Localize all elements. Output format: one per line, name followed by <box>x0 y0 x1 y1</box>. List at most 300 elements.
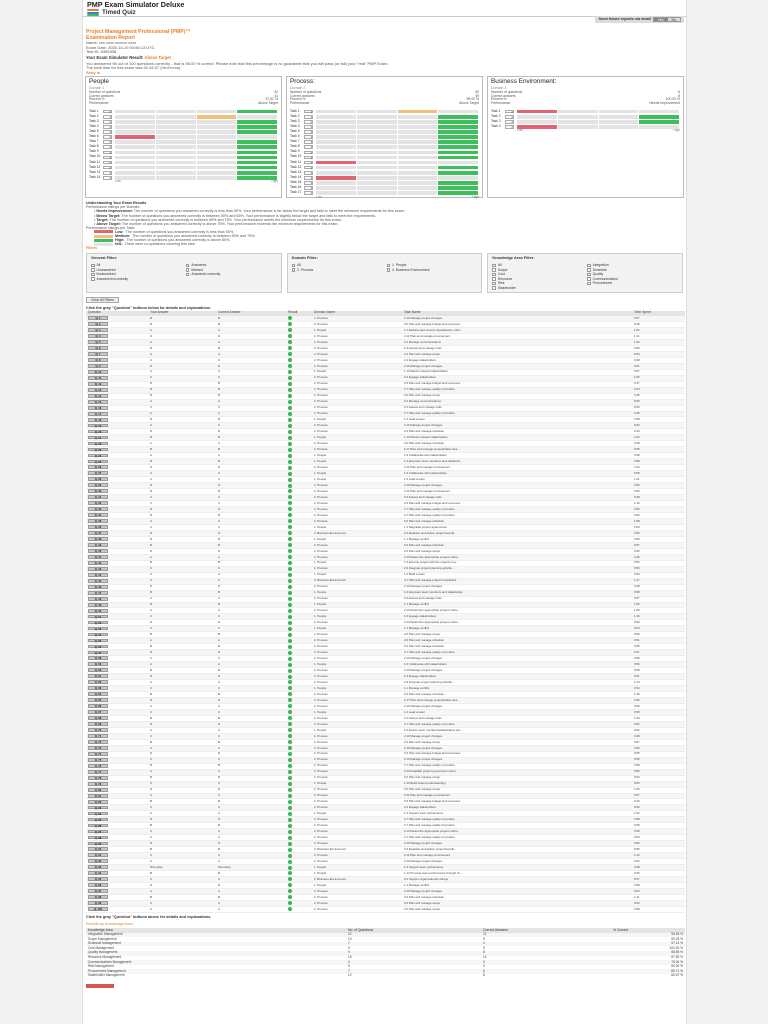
task-count-select[interactable]: 3 <box>103 166 112 170</box>
table-cell: 0:53 <box>632 900 685 906</box>
question-button[interactable]: Q. 46 <box>88 585 108 589</box>
table-cell: 2.10 Manage project changes <box>402 745 632 751</box>
checkbox-icon[interactable] <box>492 282 496 286</box>
table-cell: 2.13 Determine appropriate project metho... <box>402 829 632 835</box>
question-button[interactable]: Q. 57 <box>88 651 108 655</box>
table-cell: 2. Process <box>312 751 402 757</box>
question-button[interactable]: Q. 78 <box>88 776 108 780</box>
task-row <box>290 155 479 160</box>
app-title: PMP Exam Simulator Deluxe <box>87 0 185 9</box>
table-cell: D <box>148 530 216 536</box>
candidate-name: Name: xxx xxxx xxxxxx xxxx <box>86 40 137 46</box>
bar-segment <box>115 166 156 170</box>
table-cell: 1:17 <box>632 578 685 584</box>
bar-segment <box>438 156 479 160</box>
question-button[interactable]: Q. 44 <box>88 573 108 577</box>
question-button[interactable]: Q. 87 <box>88 830 108 834</box>
checkbox-icon[interactable] <box>587 273 591 277</box>
question-button[interactable]: Q. 61 <box>88 674 108 678</box>
task-count-select[interactable]: 3 <box>304 140 313 144</box>
question-button[interactable]: Q. 9 <box>88 364 108 368</box>
question-button[interactable]: Q. 59 <box>88 662 108 666</box>
question-button[interactable]: Q. 48 <box>88 597 108 601</box>
table-cell: C <box>216 501 286 507</box>
question-button[interactable]: Q. 20 <box>88 430 108 434</box>
checkbox-icon[interactable] <box>186 273 190 277</box>
question-button[interactable]: Q. 72 <box>88 740 108 744</box>
question-button[interactable]: Q. 33 <box>88 507 108 511</box>
question-button[interactable]: Q. 71 <box>88 734 108 738</box>
task-count-select[interactable]: 2 <box>505 125 514 129</box>
checkbox-icon[interactable] <box>587 264 591 268</box>
table-cell: 87.50 % <box>671 954 683 959</box>
task-count-select[interactable]: 3 <box>304 186 313 190</box>
table-cell: A <box>216 339 286 345</box>
table-cell: 2.7 Plan and manage quality of product... <box>402 763 632 769</box>
question-button[interactable]: Q. 98 <box>88 895 108 899</box>
task-count-select[interactable]: 3 <box>304 125 313 129</box>
task-label: Task 14 <box>89 174 101 179</box>
question-button[interactable]: Q. 65 <box>88 698 108 702</box>
question-button[interactable]: Q. 90 <box>88 847 108 851</box>
question-button[interactable]: Q. 82 <box>88 800 108 804</box>
question-button[interactable]: Q. 93 <box>88 865 108 869</box>
question-button[interactable]: Q. 88 <box>88 836 108 840</box>
table-cell: C <box>148 805 216 811</box>
question-button[interactable]: Q. 28 <box>88 477 108 481</box>
task-row <box>290 114 479 119</box>
table-cell: B <box>148 692 216 698</box>
question-button[interactable]: Q. 94 <box>88 871 108 875</box>
table-cell: 1. People <box>312 686 402 692</box>
question-button[interactable]: Q. 68 <box>88 716 108 720</box>
task-count-select[interactable]: 4 <box>304 115 313 119</box>
question-button[interactable]: Q. 73 <box>88 746 108 750</box>
question-button[interactable]: Q. 47 <box>88 591 108 595</box>
question-button[interactable]: Q. 77 <box>88 770 108 774</box>
table-cell: Risk Management <box>88 964 114 969</box>
question-button[interactable]: Q. 99 <box>88 901 108 905</box>
question-button[interactable]: Q. 5 <box>88 340 108 344</box>
task-count-select[interactable]: 3 <box>103 135 112 139</box>
table-cell: 2.11 Plan and manage procurement <box>402 489 632 495</box>
task-count-select[interactable]: 3 <box>304 110 313 114</box>
table-cell: C <box>148 656 216 662</box>
question-button[interactable]: Q. 49 <box>88 603 108 607</box>
question-button[interactable]: Q. 45 <box>88 579 108 583</box>
table-cell: B <box>216 447 286 453</box>
bar-segment <box>438 135 479 139</box>
task-performance-bar <box>316 171 479 175</box>
question-button[interactable]: Q. 2 <box>88 322 108 326</box>
task-count-select[interactable]: 3 <box>103 110 112 114</box>
checkbox-icon[interactable]: ✓ <box>292 263 296 268</box>
task-performance-bar <box>316 140 479 144</box>
table-cell: 1:02 <box>632 811 685 817</box>
question-button[interactable]: Q. 51 <box>88 615 108 619</box>
question-button[interactable]: Q. 27 <box>88 471 108 475</box>
task-count-select[interactable]: 4 <box>103 115 112 119</box>
understanding-intro: Performance ratings per Domain: <box>86 205 141 210</box>
table-cell: D <box>148 465 216 471</box>
task-count-select[interactable]: 3 <box>103 145 112 149</box>
table-cell: 1. People <box>312 626 402 632</box>
checkbox-icon[interactable] <box>91 273 95 277</box>
table-cell: C <box>148 375 216 381</box>
task-count-select[interactable]: 3 <box>103 156 112 160</box>
question-button[interactable]: Q. 6 <box>88 346 108 350</box>
table-cell: A <box>148 572 216 578</box>
table-cell: 4 <box>483 964 485 969</box>
task-count-select[interactable]: 3 <box>304 166 313 170</box>
question-button[interactable]: Q. 4 <box>88 334 108 338</box>
table-cell: D <box>216 333 286 339</box>
question-button[interactable]: Q. 50 <box>88 609 108 613</box>
filter-checkbox[interactable] <box>292 268 383 273</box>
filter-label: 2. Process <box>297 267 314 272</box>
question-button[interactable]: Q. 52 <box>88 621 108 625</box>
bar-segment <box>438 151 479 155</box>
task-count-select[interactable]: 3 <box>304 171 313 175</box>
table-cell: A <box>148 369 216 375</box>
table-cell: 2. Process <box>312 447 402 453</box>
bar-segment <box>316 130 357 134</box>
table-cell: B <box>148 894 216 900</box>
correct-icon <box>288 322 292 326</box>
question-button[interactable]: Q. 56 <box>88 645 108 649</box>
table-cell: D <box>216 548 286 554</box>
question-button[interactable]: Q. 7 <box>88 352 108 356</box>
question-button[interactable]: Q. 84 <box>88 812 108 816</box>
filter-checkbox[interactable] <box>91 277 182 282</box>
task-count-select[interactable]: 3 <box>103 151 112 155</box>
question-button[interactable]: Q. 75 <box>88 758 108 762</box>
task-count-select[interactable]: 3 <box>304 156 313 160</box>
question-button[interactable]: Q. 34 <box>88 513 108 517</box>
correct-icon <box>288 591 292 595</box>
checkbox-icon[interactable] <box>186 264 190 268</box>
bar-segment <box>398 171 439 175</box>
question-button[interactable]: Q. 70 <box>88 728 108 732</box>
filter-checkbox[interactable] <box>387 268 478 273</box>
checkbox-icon[interactable] <box>492 268 496 272</box>
task-row <box>89 124 278 129</box>
table-cell: C <box>216 441 286 447</box>
question-button[interactable]: Q. 64 <box>88 692 108 696</box>
question-button[interactable]: Q. 23 <box>88 448 108 452</box>
domain-title: Process: <box>290 78 315 86</box>
question-button[interactable]: Q. 43 <box>88 567 108 571</box>
question-button[interactable]: Q. 38 <box>88 537 108 541</box>
task-count-select[interactable]: 3 <box>304 161 313 165</box>
table-cell: 2.11 Plan and manage procurement <box>402 853 632 859</box>
bar-segment <box>237 130 278 134</box>
question-button[interactable]: Q. 17 <box>88 412 108 416</box>
task-count-select[interactable]: 3 <box>103 120 112 124</box>
question-button[interactable]: Q. 79 <box>88 782 108 786</box>
checkbox-icon[interactable] <box>91 277 95 281</box>
checkbox-icon[interactable]: ✓ <box>493 263 496 268</box>
table-cell: 2.6 Plan and manage scope <box>402 739 632 745</box>
bar-segment <box>438 176 479 180</box>
checkbox-icon[interactable] <box>91 268 95 272</box>
table-cell: 2. Process <box>312 668 402 674</box>
question-button[interactable]: Q. 67 <box>88 710 108 714</box>
bar-segment <box>599 115 640 119</box>
task-row <box>290 124 479 129</box>
stat-label: Percent % <box>491 97 507 102</box>
task-count-select[interactable]: 2 <box>304 120 313 124</box>
question-button[interactable]: Q. 36 <box>88 525 108 529</box>
question-button[interactable]: Q. 60 <box>88 668 108 672</box>
table-cell: A <box>148 793 216 799</box>
correct-icon <box>288 675 292 679</box>
question-button[interactable]: Q. 29 <box>88 483 108 487</box>
question-button[interactable]: Q. 76 <box>88 764 108 768</box>
question-button[interactable]: Q. 10 <box>88 370 108 374</box>
email-report-toggle <box>595 16 684 23</box>
table-cell: 0:47 <box>632 381 685 387</box>
task-count-select[interactable]: 3 <box>304 151 313 155</box>
question-button[interactable]: Q. 35 <box>88 519 108 523</box>
task-count-select[interactable]: 3 <box>304 181 313 185</box>
task-row <box>89 165 278 170</box>
task-count-select[interactable]: 3 <box>304 130 313 134</box>
table-cell: 1. People <box>312 811 402 817</box>
task-count-select[interactable]: 3 <box>103 140 112 144</box>
correct-icon <box>288 877 292 881</box>
task-count-select[interactable]: 3 <box>304 176 313 180</box>
table-cell: C <box>216 626 286 632</box>
question-button[interactable]: Q. 80 <box>88 788 108 792</box>
bar-segment <box>156 130 197 134</box>
table-cell: C <box>148 829 216 835</box>
table-cell: 2.4 Engage stakeholders <box>402 375 632 381</box>
question-button[interactable]: Q. 97 <box>88 889 108 893</box>
task-count-select[interactable]: 2 <box>304 191 313 195</box>
question-button[interactable]: Q. 25 <box>88 460 108 464</box>
checkbox-icon[interactable] <box>492 277 496 281</box>
question-button[interactable]: Q. 89 <box>88 842 108 846</box>
task-performance-bar <box>115 110 278 114</box>
table-cell: 5 <box>348 964 350 969</box>
table-cell: 2.6 Plan and manage scope <box>402 351 632 357</box>
question-button[interactable]: Q. 31 <box>88 495 108 499</box>
question-button[interactable]: Q. 37 <box>88 531 108 535</box>
task-count-select[interactable]: 2 <box>505 110 514 114</box>
table-cell: 0:52 <box>632 721 685 727</box>
table-cell: 2. Process <box>312 889 402 895</box>
bar-segment <box>237 110 278 114</box>
table-cell: C <box>216 733 286 739</box>
correct-icon <box>288 454 292 458</box>
bar-segment <box>398 151 439 155</box>
question-button[interactable]: Q. 95 <box>88 877 108 881</box>
table-cell: D <box>148 841 216 847</box>
checkbox-icon[interactable] <box>292 268 296 272</box>
question-button[interactable]: Q. 42 <box>88 561 108 565</box>
question-button[interactable]: Q. 21 <box>88 436 108 440</box>
yes-no-switch[interactable] <box>653 17 681 22</box>
table-cell: 3.3 Evaluate and deliver project benefit... <box>402 530 632 536</box>
question-button[interactable]: Q. 13 <box>88 388 108 392</box>
bar-segment <box>357 125 398 129</box>
question-button[interactable]: Q. 86 <box>88 824 108 828</box>
table-cell: D <box>216 674 286 680</box>
question-button[interactable]: Q. 12 <box>88 382 108 386</box>
table-cell: 1. People <box>312 572 402 578</box>
table-cell: 2.7 Plan and manage quality of product... <box>402 721 632 727</box>
question-button[interactable]: Q. 15 <box>88 400 108 404</box>
question-button[interactable]: Q. 58 <box>88 656 108 660</box>
question-button[interactable]: Q. 54 <box>88 633 108 637</box>
question-button[interactable]: Q. 92 <box>88 859 108 863</box>
task-label: Task 13 <box>290 169 302 174</box>
rating-name: Below Target: <box>96 213 121 218</box>
task-label: Task 9 <box>290 149 300 154</box>
task-row <box>290 165 479 170</box>
correct-icon <box>288 466 292 470</box>
task-count-select[interactable]: 2 <box>505 120 514 124</box>
question-button[interactable]: Q. 55 <box>88 639 108 643</box>
correct-icon <box>288 836 292 840</box>
table-cell: B <box>216 321 286 327</box>
table-cell: 1. People <box>312 560 402 566</box>
task-count-select[interactable]: 2 <box>505 115 514 119</box>
table-cell: A <box>148 745 216 751</box>
clear-filters-button[interactable]: Clear All Filters <box>86 297 119 303</box>
table-cell: C <box>216 656 286 662</box>
question-button[interactable]: Q. 1 <box>88 316 108 320</box>
question-button[interactable]: Q. 85 <box>88 818 108 822</box>
checkbox-icon[interactable]: ✓ <box>92 263 95 268</box>
task-performance-bar <box>316 135 479 139</box>
question-button[interactable]: Q. 96 <box>88 883 108 887</box>
table-cell: 1.10 Build shared understanding <box>402 781 632 787</box>
task-count-select[interactable]: 2 <box>103 125 112 129</box>
table-cell: 0:59 <box>632 703 685 709</box>
question-button[interactable]: Q. 26 <box>88 465 108 469</box>
checkbox-icon[interactable] <box>587 277 591 281</box>
correct-icon <box>288 537 292 541</box>
question-button[interactable]: Q. 32 <box>88 501 108 505</box>
rating-item: • Needs Improvement: The number of questions you answered correctly is less than 50%. Your performance is far below the target and fails to meet the minimum requirements for this exam. <box>94 209 405 214</box>
correct-icon <box>288 752 292 756</box>
checkbox-icon[interactable] <box>587 282 591 286</box>
table-cell: 2. Process <box>312 698 402 704</box>
task-count-select[interactable]: 3 <box>103 130 112 134</box>
table-cell: D <box>216 721 286 727</box>
task-count-select[interactable]: 3 <box>304 145 313 149</box>
question-button[interactable]: Q. 39 <box>88 543 108 547</box>
no-option[interactable]: No <box>671 18 676 22</box>
table-cell: 0:52 <box>632 775 685 781</box>
checkbox-icon[interactable] <box>492 286 496 290</box>
retry-link[interactable]: Retry In <box>86 70 101 75</box>
table-cell: B <box>216 668 286 674</box>
bar-segment <box>517 125 558 129</box>
question-button[interactable]: Q. 100 <box>88 907 108 911</box>
table-cell: 2.5 Plan and manage budget and resources <box>402 321 632 327</box>
question-button[interactable]: Q. 41 <box>88 555 108 559</box>
bar-segment <box>237 156 278 160</box>
task-count-select[interactable]: 3 <box>103 161 112 165</box>
table-cell: 2.6 Plan and manage scope <box>402 906 632 912</box>
filters-link[interactable]: Filters <box>86 246 98 251</box>
question-button[interactable]: Q. 11 <box>88 376 108 380</box>
question-button[interactable]: Q. 19 <box>88 424 108 428</box>
question-button[interactable]: Q. 8 <box>88 358 108 362</box>
stat-label: Correct answers <box>290 93 315 98</box>
table-cell: 1. People <box>312 536 402 542</box>
task-legend <box>86 230 683 246</box>
task-count-select[interactable]: 3 <box>103 176 112 180</box>
question-button[interactable]: Q. 18 <box>88 418 108 422</box>
checkbox-icon[interactable] <box>387 268 391 272</box>
bar-segment <box>316 120 357 124</box>
question-button[interactable]: Q. 24 <box>88 454 108 458</box>
checkbox-icon[interactable] <box>186 268 190 272</box>
table-cell: 0:52 <box>632 423 685 429</box>
filter-checkbox[interactable] <box>492 286 583 291</box>
filter-checkbox[interactable] <box>587 281 678 286</box>
question-button[interactable]: Q. 91 <box>88 853 108 857</box>
question-button[interactable]: Q. 30 <box>88 489 108 493</box>
table-cell: C <box>148 405 216 411</box>
checkbox-icon[interactable] <box>587 268 591 272</box>
table-cell: B <box>148 763 216 769</box>
table-cell: A <box>216 906 286 912</box>
task-count-select[interactable]: 3 <box>304 135 313 139</box>
table-cell: 2. Process <box>312 650 402 656</box>
question-button[interactable]: Q. 81 <box>88 794 108 798</box>
yes-option[interactable]: Yes <box>654 18 668 21</box>
task-performance-bar <box>316 156 479 160</box>
question-button[interactable]: Q. 62 <box>88 680 108 684</box>
domain-title: Business Environment: <box>491 78 557 86</box>
table-cell: B <box>216 739 286 745</box>
table-cell: 3.4 Support organizational change <box>402 877 632 883</box>
filter-checkbox[interactable] <box>186 272 277 277</box>
correct-icon <box>288 573 292 577</box>
question-button[interactable]: Q. 69 <box>88 722 108 726</box>
table-cell: 2. Process <box>312 638 402 644</box>
question-button[interactable]: Q. 22 <box>88 442 108 446</box>
return-button[interactable] <box>86 984 114 988</box>
bar-segment <box>599 125 640 129</box>
table-cell: A <box>216 793 286 799</box>
table-cell: 2.7 Plan and manage quality of product... <box>402 823 632 829</box>
checkbox-icon[interactable] <box>387 264 391 268</box>
question-button[interactable]: Q. 16 <box>88 406 108 410</box>
question-button[interactable]: Q. 40 <box>88 549 108 553</box>
correct-icon <box>288 346 292 350</box>
question-button[interactable]: Q. 74 <box>88 752 108 756</box>
table-cell: D <box>216 584 286 590</box>
question-button[interactable]: Q. 3 <box>88 328 108 332</box>
task-performance-bar <box>115 135 278 139</box>
question-button[interactable]: Q. 53 <box>88 627 108 631</box>
task-count-select[interactable]: 3 <box>103 171 112 175</box>
bar-segment <box>237 125 278 129</box>
bar-segment <box>237 171 278 175</box>
question-button[interactable]: Q. 14 <box>88 394 108 398</box>
question-button[interactable]: Q. 66 <box>88 704 108 708</box>
question-button[interactable]: Q. 83 <box>88 806 108 810</box>
question-button[interactable]: Q. 63 <box>88 686 108 690</box>
table-cell: A <box>216 889 286 895</box>
checkbox-icon[interactable] <box>492 273 496 277</box>
